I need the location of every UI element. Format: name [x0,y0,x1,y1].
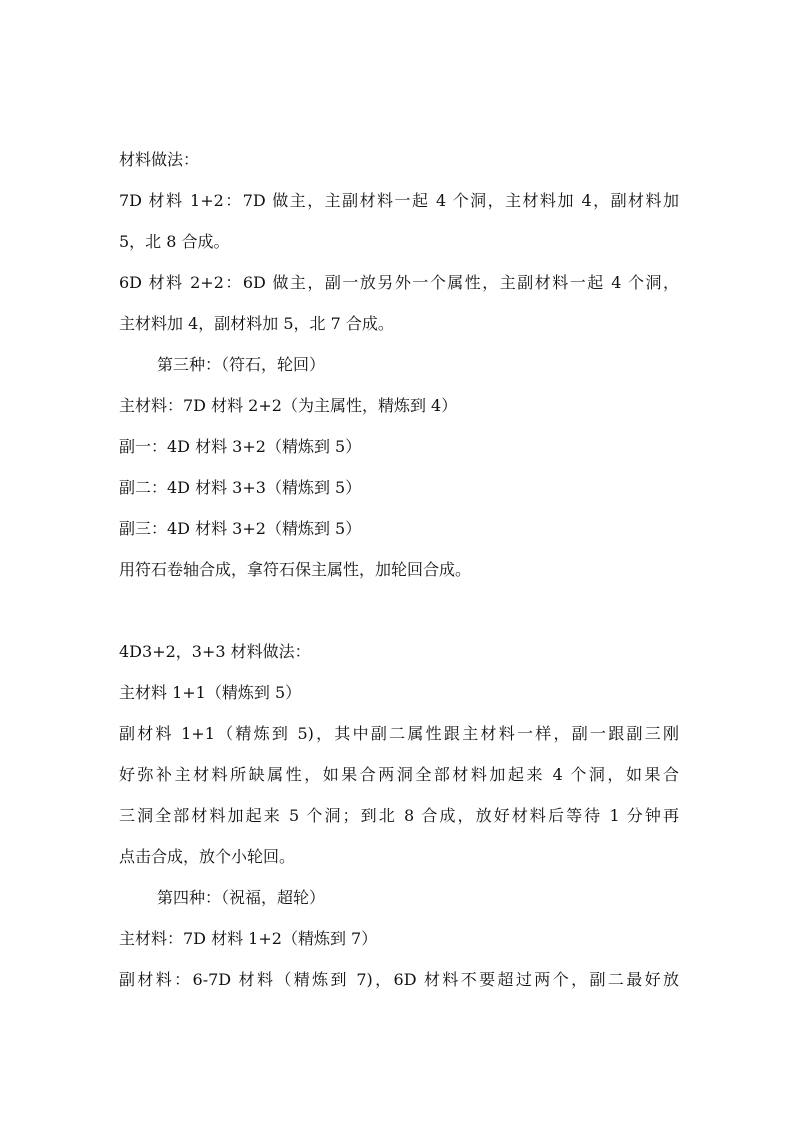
text-line: 主材料 1+1（精炼到 5） [119,683,302,702]
text-line: 第四种：（祝福，超轮） [157,888,326,907]
text-line: 好弥补主材料所缺属性，如果合两洞全部材料加起来 4 个洞，如果合 [119,765,679,784]
document-body [119,141,679,1002]
text-line: 主材料：7D 材料 1+2（精炼到 7） [119,929,378,948]
blank-line [119,592,679,633]
text-line: 副三：4D 材料 3+2（精炼到 5） [119,519,362,538]
text-line: 三洞全部材料加起来 5 个洞；到北 8 合成，放好材料后等待 1 分钟再 [119,806,679,825]
text-line: 主材料加 4，副材料加 5，北 7 合成。 [119,314,394,333]
text-line: 5，北 8 合成。 [119,232,230,251]
text-line: 第三种：（符石，轮回） [157,355,326,374]
text-line: 副材料 1+1（精炼到 5)，其中副二属性跟主材料一样，副一跟副三刚 [119,724,679,743]
text-line: 用符石卷轴合成，拿符石保主属性，加轮回合成。 [119,560,472,579]
text-line: 7D 材料 1+2：7D 做主，主副材料一起 4 个洞，主材料加 4，副材料加 [119,191,679,210]
text-line: 副一：4D 材料 3+2（精炼到 5） [119,437,362,456]
text-line: 点击合成，放个小轮回。 [119,847,296,866]
text-line: 副二：4D 材料 3+3（精炼到 5） [119,478,362,497]
text-line: 4D3+2，3+3 材料做法： [119,642,311,661]
text-line: 6D 材料 2+2：6D 做主，副一放另外一个属性，主副材料一起 4 个洞， [119,273,679,292]
text-line: 主材料：7D 材料 2+2（为主属性，精炼到 4） [119,396,458,415]
text-line: 材料做法： [119,150,200,169]
text-line: 副材料：6-7D 材料（精炼到 7)，6D 材料不要超过两个，副二最好放 [119,970,679,989]
